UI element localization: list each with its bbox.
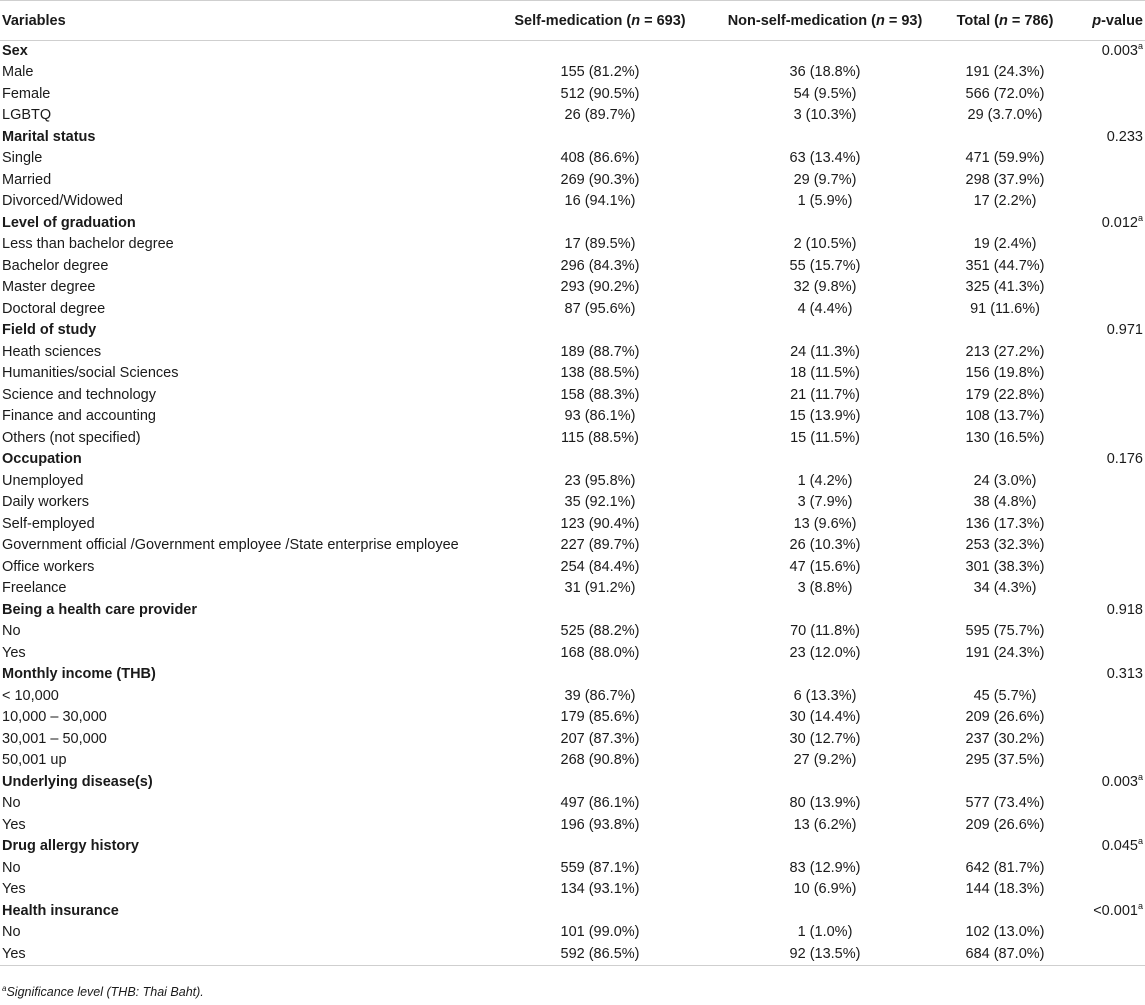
p-value-cell	[1065, 858, 1145, 880]
non-self-medication-cell: 36 (18.8%)	[789, 64, 861, 81]
group-row	[0, 213, 1145, 235]
table-row	[0, 148, 1145, 170]
p-value: 0.003	[1101, 43, 1138, 59]
p-value-cell	[1065, 234, 1145, 256]
p-value-cell	[1065, 471, 1145, 493]
table-row	[0, 256, 1145, 278]
p-value-cell	[1065, 793, 1145, 815]
row-label: 10,000 – 30,000	[2, 709, 107, 726]
p-value: 0.003	[1101, 773, 1138, 790]
self-medication-cell: 26 (89.7%)	[564, 107, 636, 124]
p-value-cell	[1065, 191, 1145, 213]
self-medication-cell: 268 (90.8%)	[560, 752, 640, 769]
p-value: 0.045	[1101, 838, 1138, 855]
p-value-cell	[1065, 535, 1145, 557]
p-value-cell	[1065, 922, 1145, 944]
empty-cell	[705, 41, 945, 63]
non-self-medication-cell: 26 (10.3%)	[789, 537, 861, 554]
self-medication-cell: 408 (86.6%)	[560, 150, 640, 167]
group-row	[0, 127, 1145, 149]
total-cell: 29 (3.7.0%)	[967, 107, 1043, 124]
total-cell: 595 (75.7%)	[965, 623, 1045, 640]
table-row	[0, 234, 1145, 256]
p-value-cell	[1065, 621, 1145, 643]
row-label: Less than bachelor degree	[2, 236, 174, 253]
p-value-cell	[1065, 406, 1145, 428]
self-medication-cell: 123 (90.4%)	[560, 515, 640, 532]
row-label: Government official /Government employee /State enterprise employee	[2, 537, 459, 554]
table-row	[0, 406, 1145, 428]
p-value-cell	[1065, 256, 1145, 278]
row-label: No	[2, 924, 21, 941]
group-row	[0, 320, 1145, 342]
empty-cell	[495, 664, 705, 686]
header-variables: Variables	[0, 1, 495, 41]
self-medication-cell: 296 (84.3%)	[560, 257, 640, 274]
p-value-cell	[1065, 105, 1145, 127]
p-value-cell	[1065, 707, 1145, 729]
group-label: Drug allergy history	[2, 838, 139, 855]
row-label: No	[2, 795, 21, 812]
total-cell: 91 (11.6%)	[970, 300, 1040, 317]
self-medication-cell: 101 (99.0%)	[560, 924, 640, 941]
non-self-medication-cell: 92 (13.5%)	[705, 944, 945, 966]
table-row	[0, 514, 1145, 536]
total-cell: 237 (30.2%)	[965, 730, 1045, 747]
row-label: Self-employed	[2, 515, 95, 532]
significance-marker: a	[1137, 771, 1143, 782]
row-label: < 10,000	[2, 687, 59, 704]
row-label: Male	[2, 64, 34, 81]
group-label: Monthly income (THB)	[2, 666, 156, 683]
empty-cell	[495, 41, 705, 63]
row-label: Freelance	[2, 580, 67, 597]
empty-cell	[705, 213, 945, 235]
table-row	[0, 535, 1145, 557]
empty-cell	[495, 127, 705, 149]
self-medication-cell: 512 (90.5%)	[560, 85, 640, 102]
table-row	[0, 729, 1145, 751]
self-medication-cell: 17 (89.5%)	[564, 236, 636, 253]
non-self-medication-cell: 1 (1.0%)	[797, 924, 853, 941]
row-label: No	[2, 859, 21, 876]
non-self-medication-cell: 83 (12.9%)	[789, 859, 861, 876]
empty-cell	[945, 213, 1065, 235]
empty-cell	[705, 836, 945, 858]
table-row	[0, 105, 1145, 127]
total-cell: 213 (27.2%)	[965, 343, 1045, 360]
table-row	[0, 342, 1145, 364]
non-self-medication-cell: 24 (11.3%)	[790, 343, 860, 360]
empty-cell	[945, 836, 1065, 858]
total-cell: 351 (44.7%)	[965, 257, 1045, 274]
total-cell: 156 (19.8%)	[965, 365, 1045, 382]
row-label: Yes	[2, 881, 26, 898]
group-label: Marital status	[2, 128, 96, 145]
p-value-cell	[1065, 170, 1145, 192]
table-row	[0, 879, 1145, 901]
total-cell: 253 (32.3%)	[965, 537, 1045, 554]
empty-cell	[945, 901, 1065, 923]
table-row	[0, 363, 1145, 385]
self-medication-cell: 189 (88.7%)	[560, 343, 640, 360]
row-label: Others (not specified)	[2, 429, 141, 446]
empty-cell	[495, 901, 705, 923]
footnote-text: Significance level (THB: Thai Baht).	[6, 985, 204, 999]
p-value: <0.001	[1093, 902, 1138, 919]
p-value-cell	[1065, 385, 1145, 407]
p-value-cell	[1065, 62, 1145, 84]
p-value: 0.313	[1106, 666, 1143, 683]
header-row	[0, 1, 1145, 41]
self-medication-cell: 207 (87.3%)	[560, 730, 640, 747]
total-cell: 191 (24.3%)	[965, 64, 1045, 81]
group-row	[0, 836, 1145, 858]
empty-cell	[945, 41, 1065, 63]
non-self-medication-cell: 27 (9.2%)	[793, 752, 857, 769]
self-medication-cell: 134 (93.1%)	[560, 881, 640, 898]
group-label: Being a health care provider	[2, 601, 198, 618]
total-cell: 642 (81.7%)	[965, 859, 1045, 876]
row-label: 30,001 – 50,000	[2, 730, 107, 747]
p-value-cell	[1065, 643, 1145, 665]
table-row	[0, 858, 1145, 880]
table-row	[0, 750, 1145, 772]
p-value-cell	[1065, 299, 1145, 321]
p-value-cell	[1065, 836, 1145, 858]
p-value-cell	[1065, 428, 1145, 450]
table-row	[0, 471, 1145, 493]
empty-cell	[495, 320, 705, 342]
group-label: Field of study	[2, 322, 97, 339]
table-row	[0, 191, 1145, 213]
table-row	[0, 815, 1145, 837]
self-medication-cell: 227 (89.7%)	[560, 537, 640, 554]
total-cell: 471 (59.9%)	[965, 150, 1045, 167]
empty-cell	[705, 664, 945, 686]
non-self-medication-cell: 6 (13.3%)	[793, 687, 857, 704]
empty-cell	[705, 320, 945, 342]
non-self-medication-cell: 55 (15.7%)	[789, 257, 861, 274]
self-medication-cell: 155 (81.2%)	[560, 64, 640, 81]
p-value-cell	[1065, 578, 1145, 600]
non-self-medication-cell: 13 (9.6%)	[793, 515, 857, 532]
p-value-cell	[1065, 320, 1145, 342]
non-self-medication-cell: 80 (13.9%)	[789, 795, 861, 812]
table-row	[0, 621, 1145, 643]
header-total: Total (n = 786)	[945, 1, 1065, 41]
non-self-medication-cell: 15 (11.5%)	[790, 429, 860, 446]
group-row	[0, 901, 1145, 923]
p-value: 0.971	[1106, 322, 1143, 339]
total-cell: 325 (41.3%)	[965, 279, 1045, 296]
non-self-medication-cell: 29 (9.7%)	[793, 171, 857, 188]
p-value-cell	[1065, 84, 1145, 106]
self-medication-cell: 525 (88.2%)	[560, 623, 640, 640]
group-label: Health insurance	[2, 902, 119, 919]
total-cell: 130 (16.5%)	[965, 429, 1045, 446]
group-label: Occupation	[2, 451, 82, 468]
row-label: Finance and accounting	[2, 408, 156, 425]
empty-cell	[705, 127, 945, 149]
non-self-medication-cell: 21 (11.7%)	[790, 386, 860, 403]
non-self-medication-cell: 3 (7.9%)	[797, 494, 853, 511]
p-value-cell	[1065, 815, 1145, 837]
p-value: 0.918	[1106, 601, 1143, 618]
p-value-cell	[1065, 449, 1145, 471]
non-self-medication-cell: 4 (4.4%)	[797, 300, 853, 317]
empty-cell	[705, 449, 945, 471]
group-row	[0, 449, 1145, 471]
group-row	[0, 772, 1145, 794]
p-value-cell	[1065, 41, 1145, 63]
group-label: Level of graduation	[2, 214, 136, 231]
header-self-medication: Self-medication (n = 693)	[495, 1, 705, 41]
header-non-self-medication: Non-self-medication (n = 93)	[705, 1, 945, 41]
table-row	[0, 643, 1145, 665]
non-self-medication-cell: 3 (10.3%)	[793, 107, 857, 124]
p-value-cell	[1065, 944, 1145, 966]
row-label: Female	[2, 85, 51, 102]
table-row	[0, 84, 1145, 106]
total-cell: 136 (17.3%)	[965, 515, 1045, 532]
significance-marker: a	[1137, 900, 1143, 911]
self-medication-cell: 23 (95.8%)	[564, 472, 636, 489]
self-medication-cell: 179 (85.6%)	[560, 709, 640, 726]
row-label: No	[2, 623, 21, 640]
p-value-cell	[1065, 557, 1145, 579]
empty-cell	[945, 772, 1065, 794]
row-label: Master degree	[2, 279, 96, 296]
total-cell: 684 (87.0%)	[945, 944, 1065, 966]
self-medication-cell: 93 (86.1%)	[564, 408, 636, 425]
table-row	[0, 707, 1145, 729]
non-self-medication-cell: 1 (5.9%)	[797, 193, 853, 210]
table-row	[0, 492, 1145, 514]
self-medication-cell: 293 (90.2%)	[560, 279, 640, 296]
p-value-cell	[1065, 342, 1145, 364]
self-medication-cell: 87 (95.6%)	[564, 300, 636, 317]
group-row	[0, 664, 1145, 686]
empty-cell	[945, 600, 1065, 622]
table-row	[0, 428, 1145, 450]
p-value-cell	[1065, 879, 1145, 901]
row-label: Yes	[2, 816, 26, 833]
empty-cell	[705, 901, 945, 923]
p-value-cell	[1065, 664, 1145, 686]
empty-cell	[495, 213, 705, 235]
row-label: LGBTQ	[2, 107, 52, 124]
non-self-medication-cell: 30 (12.7%)	[789, 730, 861, 747]
row-label: Daily workers	[2, 494, 90, 511]
total-cell: 301 (38.3%)	[965, 558, 1045, 575]
row-label: Doctoral degree	[2, 300, 106, 317]
self-medication-cell: 592 (86.5%)	[495, 944, 705, 966]
total-cell: 19 (2.4%)	[973, 236, 1037, 253]
p-value-cell	[1065, 277, 1145, 299]
significance-marker: a	[1137, 41, 1143, 51]
p-value-cell	[1065, 492, 1145, 514]
non-self-medication-cell: 63 (13.4%)	[789, 150, 861, 167]
table-row	[0, 170, 1145, 192]
self-medication-cell: 16 (94.1%)	[564, 193, 636, 210]
self-medication-cell: 168 (88.0%)	[560, 644, 640, 661]
non-self-medication-cell: 54 (9.5%)	[793, 85, 857, 102]
total-cell: 144 (18.3%)	[965, 881, 1045, 898]
p-value: 0.012	[1101, 214, 1138, 231]
non-self-medication-cell: 23 (12.0%)	[789, 644, 861, 661]
non-self-medication-cell: 15 (13.9%)	[789, 408, 861, 425]
p-value-cell	[1065, 772, 1145, 794]
p-value-cell	[1065, 901, 1145, 923]
table-row	[0, 385, 1145, 407]
row-label: Science and technology	[2, 386, 156, 403]
table-row	[0, 557, 1145, 579]
total-cell: 295 (37.5%)	[965, 752, 1045, 769]
p-value-cell	[1065, 514, 1145, 536]
empty-cell	[495, 449, 705, 471]
empty-cell	[705, 772, 945, 794]
empty-cell	[945, 320, 1065, 342]
table-row	[0, 944, 1145, 966]
self-medication-cell: 158 (88.3%)	[560, 386, 640, 403]
table-row	[0, 578, 1145, 600]
row-label: Divorced/Widowed	[2, 193, 123, 210]
total-cell: 179 (22.8%)	[965, 386, 1045, 403]
total-cell: 209 (26.6%)	[965, 816, 1045, 833]
non-self-medication-cell: 18 (11.5%)	[790, 365, 860, 382]
non-self-medication-cell: 30 (14.4%)	[789, 709, 861, 726]
non-self-medication-cell: 70 (11.8%)	[790, 623, 860, 640]
table-row	[0, 62, 1145, 84]
self-medication-cell: 559 (87.1%)	[560, 859, 640, 876]
group-label: Sex	[2, 43, 28, 59]
total-cell: 577 (73.4%)	[965, 795, 1045, 812]
table-row	[0, 277, 1145, 299]
group-row	[0, 41, 1145, 63]
footnote	[2, 985, 204, 999]
total-cell: 17 (2.2%)	[973, 193, 1037, 210]
total-cell: 566 (72.0%)	[965, 85, 1045, 102]
empty-cell	[945, 127, 1065, 149]
p-value-cell	[1065, 729, 1145, 751]
p-value-cell	[1065, 148, 1145, 170]
header-p-value: p-value	[1065, 1, 1145, 41]
non-self-medication-cell: 32 (9.8%)	[793, 279, 857, 296]
p-value-cell	[1065, 127, 1145, 149]
self-medication-cell: 31 (91.2%)	[564, 580, 636, 597]
row-label: Yes	[0, 944, 495, 966]
p-value: 0.233	[1106, 128, 1143, 145]
non-self-medication-cell: 1 (4.2%)	[797, 472, 853, 489]
table-body	[0, 41, 1145, 966]
footnote-sup: a	[2, 984, 7, 993]
total-cell: 108 (13.7%)	[965, 408, 1045, 425]
non-self-medication-cell: 3 (8.8%)	[797, 580, 853, 597]
self-medication-cell: 138 (88.5%)	[560, 365, 640, 382]
empty-cell	[495, 836, 705, 858]
total-cell: 24 (3.0%)	[973, 472, 1037, 489]
p-value-cell	[1065, 600, 1145, 622]
self-medication-cell: 115 (88.5%)	[561, 429, 639, 446]
group-label: Underlying disease(s)	[2, 773, 153, 790]
table-row	[0, 686, 1145, 708]
non-self-medication-cell: 2 (10.5%)	[793, 236, 857, 253]
total-cell: 34 (4.3%)	[973, 580, 1037, 597]
p-value: 0.176	[1106, 451, 1143, 468]
row-label: 50,001 up	[2, 752, 67, 769]
non-self-medication-cell: 47 (15.6%)	[789, 558, 861, 575]
total-cell: 102 (13.0%)	[965, 924, 1045, 941]
row-label: Heath sciences	[2, 343, 102, 360]
group-row	[0, 600, 1145, 622]
total-cell: 38 (4.8%)	[973, 494, 1037, 511]
empty-cell	[945, 449, 1065, 471]
empty-cell	[495, 600, 705, 622]
p-value-cell	[1065, 750, 1145, 772]
self-medication-cell: 269 (90.3%)	[560, 171, 640, 188]
row-label: Married	[2, 171, 52, 188]
non-self-medication-cell: 10 (6.9%)	[793, 881, 857, 898]
table-row	[0, 793, 1145, 815]
table-row	[0, 299, 1145, 321]
total-cell: 191 (24.3%)	[965, 644, 1045, 661]
self-medication-cell: 196 (93.8%)	[560, 816, 640, 833]
table-row	[0, 922, 1145, 944]
total-cell: 209 (26.6%)	[965, 709, 1045, 726]
row-label: Yes	[2, 644, 26, 661]
self-medication-cell: 254 (84.4%)	[560, 558, 640, 575]
total-cell: 298 (37.9%)	[965, 171, 1045, 188]
total-cell: 45 (5.7%)	[973, 687, 1037, 704]
row-label: Bachelor degree	[2, 257, 109, 274]
row-label: Humanities/social Sciences	[2, 365, 179, 382]
significance-marker: a	[1137, 836, 1143, 847]
self-medication-cell: 35 (92.1%)	[564, 494, 636, 511]
self-medication-cell: 497 (86.1%)	[560, 795, 640, 812]
non-self-medication-cell: 13 (6.2%)	[793, 816, 857, 833]
empty-cell	[495, 772, 705, 794]
significance-marker: a	[1137, 212, 1143, 223]
row-label: Single	[2, 150, 43, 167]
empty-cell	[705, 600, 945, 622]
empty-cell	[945, 664, 1065, 686]
row-label: Office workers	[2, 558, 95, 575]
self-medication-cell: 39 (86.7%)	[564, 687, 636, 704]
row-label: Unemployed	[2, 472, 84, 489]
p-value-cell	[1065, 686, 1145, 708]
p-value-cell	[1065, 363, 1145, 385]
p-value-cell	[1065, 213, 1145, 235]
